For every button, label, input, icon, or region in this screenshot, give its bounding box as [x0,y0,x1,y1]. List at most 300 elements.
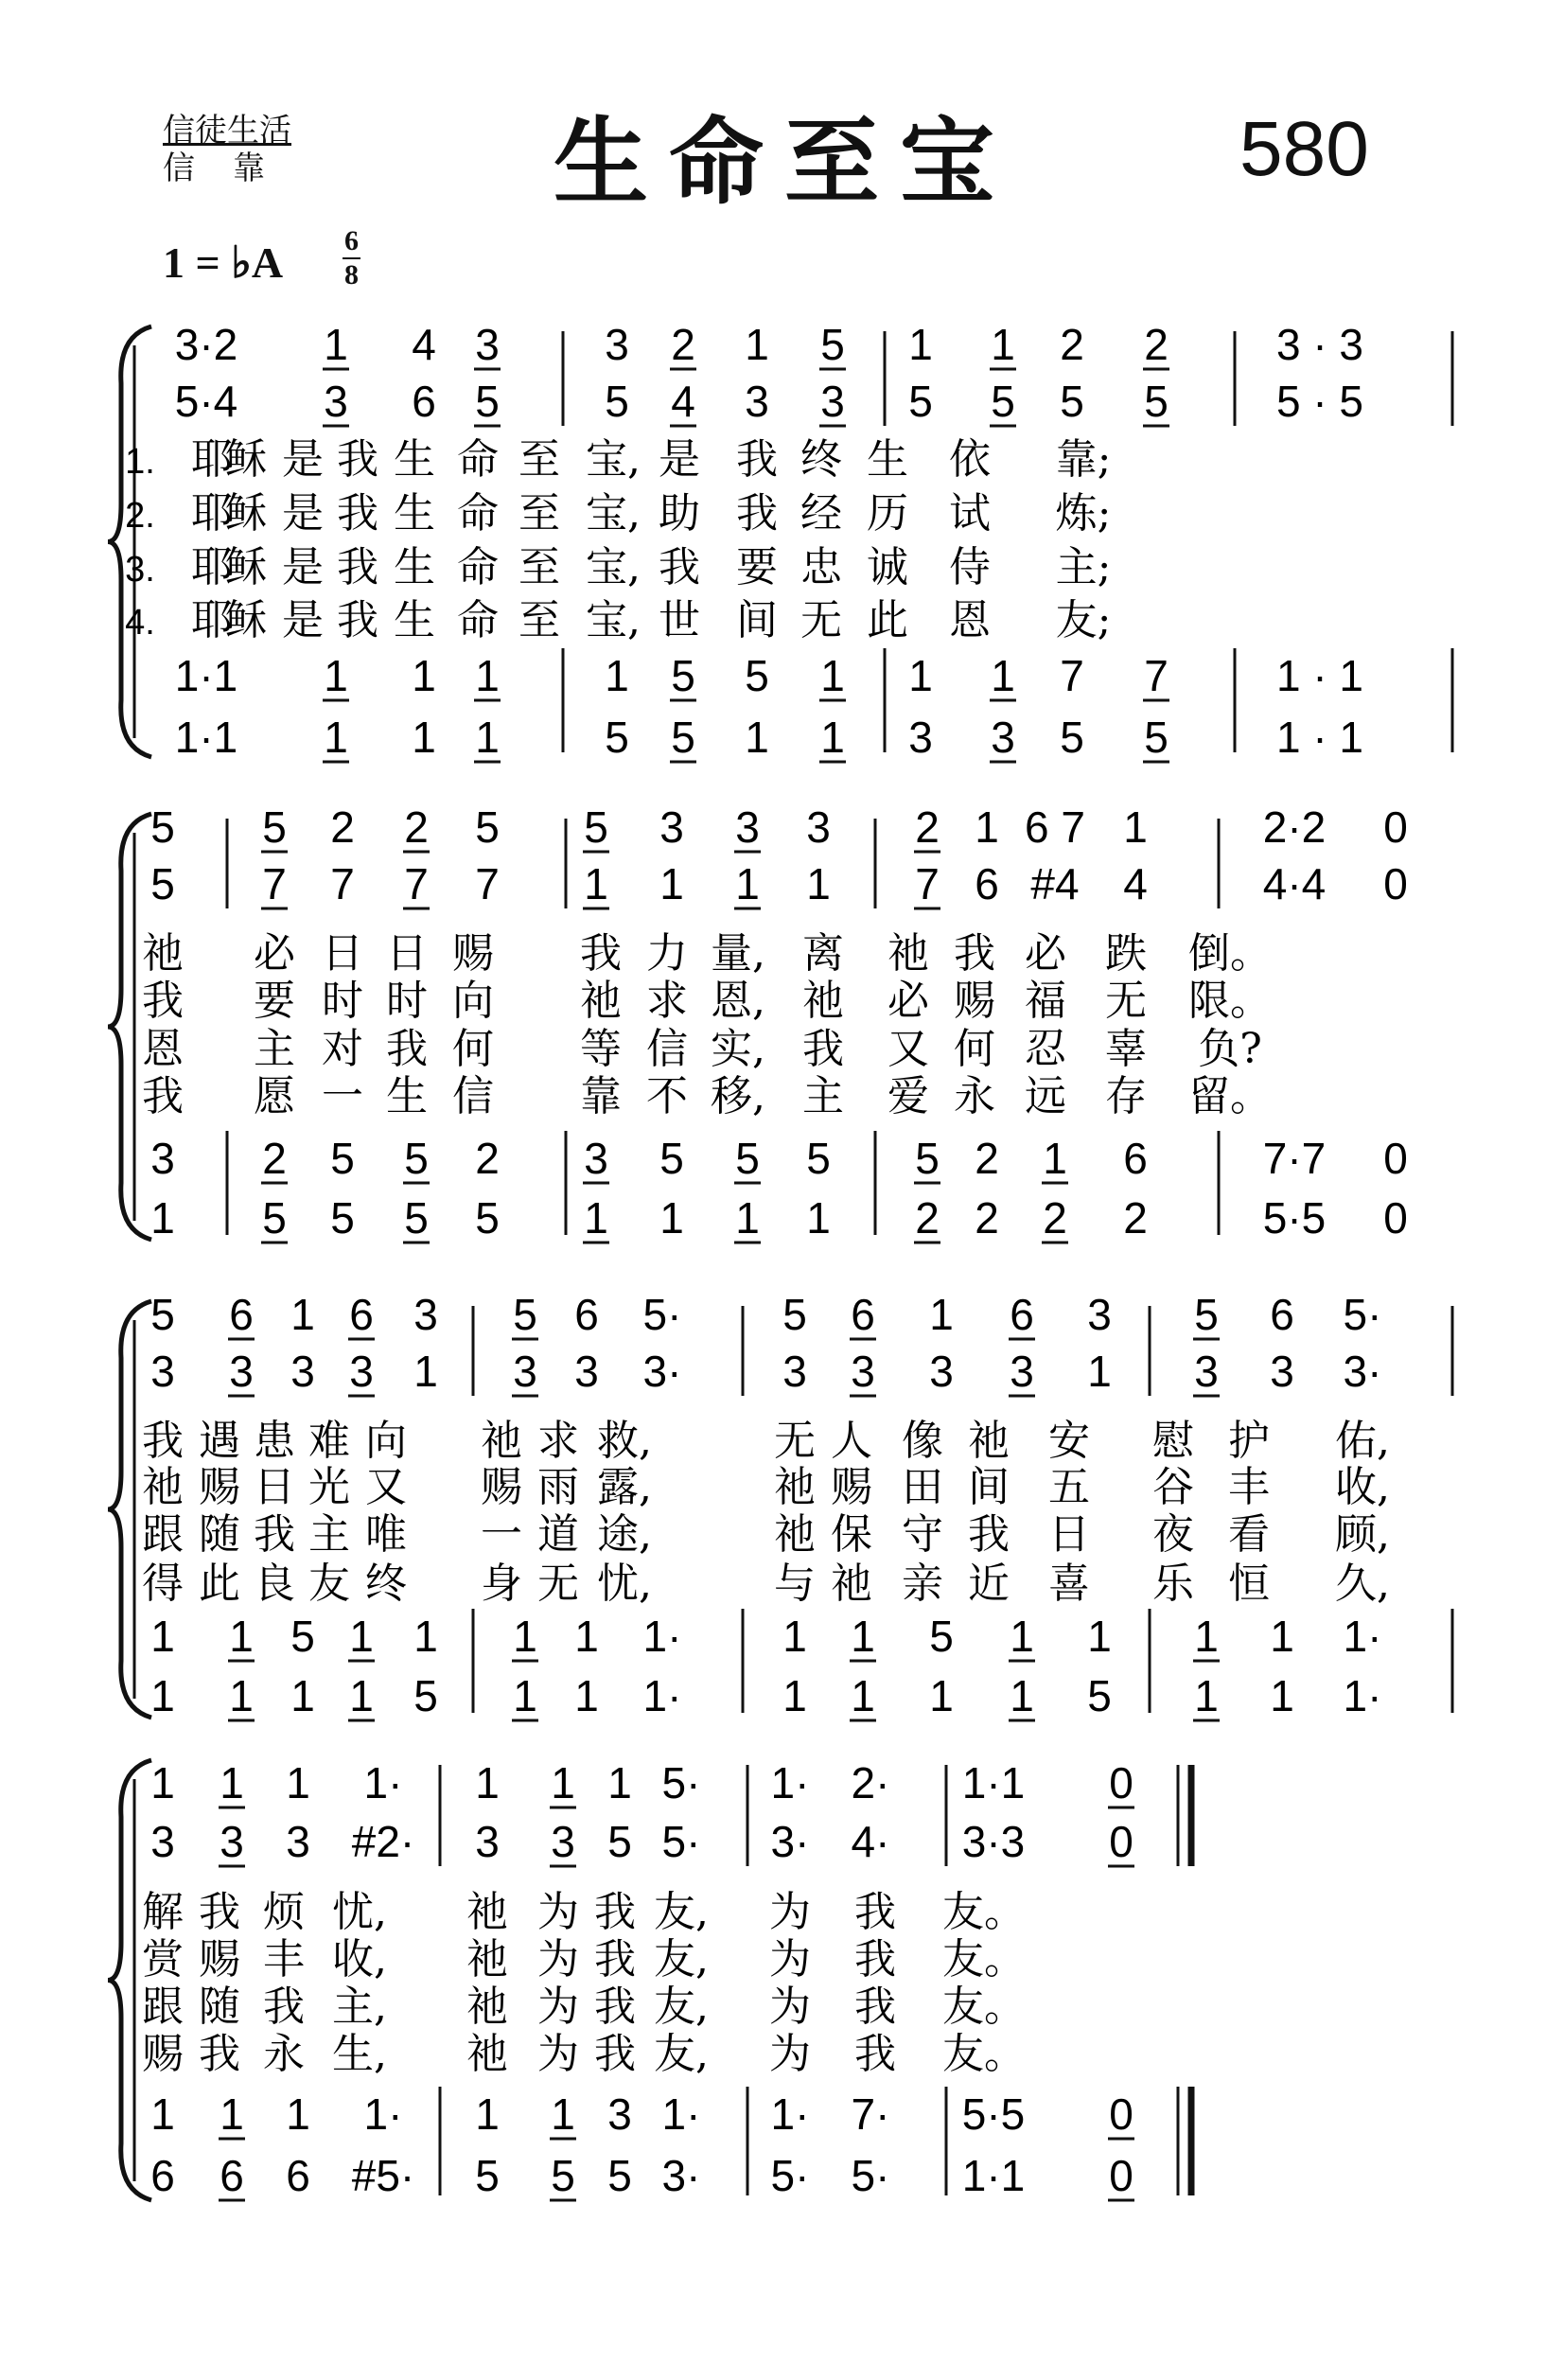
bass-note: 5 [413,1671,438,1720]
lyric-syllable: 必 [1025,929,1066,978]
lyric-syllable: 为 [769,2030,811,2078]
bass-note: 1·1 [174,713,238,762]
lyric-syllable: 主 [308,1510,350,1559]
lyric-syllable: 我 [954,929,995,978]
soprano-note: 1 [551,1758,575,1807]
soprano-note: 1 [991,320,1015,369]
tenor-note: 5 [735,1134,760,1183]
tenor-note: 1 [286,2089,310,2139]
lyric-syllable: 命 [457,489,499,538]
bass-note: 1 [782,1671,807,1720]
lyric-syllable: 难 [308,1417,350,1465]
lyric-syllable: 信 [646,1025,688,1073]
lyric-syllable: 友; [1055,596,1112,644]
tenor-note: 0 [1109,2089,1133,2139]
bass-note: 1 [1270,1671,1294,1720]
alto-note: 1 [413,1347,438,1396]
soprano-note: 6 [851,1290,875,1339]
tenor-note: 1 [220,2089,244,2139]
tenor-note: 0 [1383,1134,1408,1183]
lyric-syllable: 命 [457,435,499,484]
alto-note: 3 [324,377,348,426]
alto-note: 3 [290,1347,315,1396]
soprano-note: 1· [770,1758,810,1807]
lyric-syllable: 爱 [887,1072,929,1120]
lyric-syllable: 我 [854,1935,896,1983]
alto-note: 4·4 [1262,859,1327,908]
alto-note: 5 [150,859,175,908]
bass-note: 5· [851,2151,890,2200]
bass-note: 5 [330,1193,355,1243]
soprano-note: 5 [475,802,500,852]
alto-note: 4· [851,1817,890,1866]
lyric-syllable: 雨 [537,1463,579,1511]
alto-note: 3 [150,1347,175,1396]
bass-note: 1 [150,1193,175,1243]
alto-note: #2· [351,1817,415,1866]
lyric-syllable: 我 [580,929,622,978]
bass-note: 1· [642,1671,682,1720]
score-system [108,1290,1452,1720]
lyric-syllable: 侍 [949,543,991,591]
alto-note: 5 [605,377,629,426]
bass-note: 1 [1194,1671,1219,1720]
tenor-note: 1 [413,1612,438,1661]
tenor-note: 2 [262,1134,287,1183]
soprano-note: 1 [286,1758,310,1807]
tenor-note: 1 [1010,1612,1034,1661]
lyric-syllable: 我 [337,543,378,591]
lyric-syllable: 为 [769,1983,811,2031]
lyric-syllable: 愿 [254,1072,295,1120]
lyric-syllable: 对 [322,1025,363,1073]
soprano-note: 5 [150,802,175,852]
tenor-note: 1 [574,1612,599,1661]
lyric-syllable: 祂 [142,1463,184,1511]
lyric-syllable: 祂 [481,1417,522,1465]
lyric-syllable: 解 [142,1888,184,1936]
lyric-syllable: 祂 [774,1463,816,1511]
tenor-note: 1· [363,2089,403,2139]
soprano-note: 1 [929,1290,954,1339]
lyric-syllable: 信 [452,1072,494,1120]
lyric-syllable: 我 [854,1888,896,1936]
alto-note: 5 [1060,377,1084,426]
lyric-syllable: 无 [800,596,842,644]
lyric-syllable: 我 [854,2030,896,2078]
lyric-syllable: 要 [254,977,295,1025]
lyric-syllable: 我 [142,1417,184,1465]
tenor-note: 1 [513,1612,537,1661]
tenor-note: 3 [584,1134,608,1183]
lyric-syllable: 祂 [887,929,929,978]
alto-note: 7 [262,859,287,908]
alto-note: 3 [820,377,845,426]
lyric-syllable: 近 [968,1560,1010,1608]
lyric-syllable: 友 [308,1560,350,1608]
alto-note: 3 [1270,1347,1294,1396]
soprano-note: 6 [349,1290,374,1339]
lyric-syllable: 永 [954,1072,995,1120]
lyric-syllable: 限。 [1188,977,1272,1025]
lyric-syllable: 友, [654,1983,709,2031]
lyric-syllable: 田 [902,1463,943,1511]
lyric-syllable: 主 [254,1025,295,1073]
soprano-note: 1· [363,1758,403,1807]
tenor-note: 1 [150,1612,175,1661]
soprano-note: 1·1 [961,1758,1026,1807]
lyric-syllable: 亲 [902,1560,943,1608]
lyric-syllable: 随 [199,1983,240,2031]
score-system [108,320,1452,762]
soprano-note: 1 [220,1758,244,1807]
bass-note: 5 [475,1193,500,1243]
time-signature-bottom: 8 [344,259,359,291]
bass-note: 1 [929,1671,954,1720]
lyric-syllable: 至 [518,489,560,538]
tenor-note: 5 [330,1134,355,1183]
alto-note: 3· [1343,1347,1382,1396]
soprano-note: 1 [1123,802,1148,852]
alto-note: 5 [607,1817,632,1866]
lyric-syllable: 祂 [466,1888,508,1936]
alto-note: 3 [150,1817,175,1866]
lyric-syllable: 我 [854,1983,896,2031]
soprano-note: 5 [513,1290,537,1339]
verse-number: 3. [125,550,155,590]
soprano-note: 3 [659,802,684,852]
tenor-note: 5 [915,1134,940,1183]
bass-note: 3· [661,2151,701,2200]
tenor-note: 1 [324,651,348,700]
soprano-note: 5· [661,1758,701,1807]
lyric-syllable: 友, [654,2030,709,2078]
soprano-note: 2 [1060,320,1084,369]
lyric-syllable: 赐 [831,1463,872,1511]
verse-number: 4. [125,603,155,643]
alto-note: 3 [229,1347,254,1396]
lyric-syllable: 友。 [942,1983,1026,2031]
lyric-syllable: 我 [337,489,378,538]
soprano-note: 1 [475,1758,500,1807]
lyric-syllable: 我 [594,1983,636,2031]
lyric-syllable: 日 [254,1463,295,1511]
bass-note: 1 [475,713,500,762]
soprano-note: 6 [229,1290,254,1339]
lyric-syllable: 助 [659,489,700,538]
lyric-syllable: 至 [518,596,560,644]
alto-note: 5 · 5 [1275,377,1364,426]
lyric-syllable: 是 [282,435,324,484]
alto-note: 1 [584,859,608,908]
score-system [108,802,1408,1243]
tenor-note: 5·5 [961,2089,1026,2139]
verse-number: 1. [125,442,155,482]
lyric-syllable: 生 [394,543,435,591]
alto-note: 5 [908,377,933,426]
tenor-note: 1 [475,2089,500,2139]
category-line-1: 信徒生活 [163,112,291,150]
lyric-syllable: 实, [711,1025,765,1073]
lyric-syllable: 慰 [1152,1417,1194,1465]
lyric-syllable: 喜 [1048,1560,1090,1608]
bass-note: 1 [584,1193,608,1243]
tenor-note: 5 [806,1134,831,1183]
tenor-note: 5 [671,651,695,700]
lyric-syllable: 是 [282,543,324,591]
lyric-syllable: 终 [800,435,842,484]
lyric-syllable: 我 [968,1510,1010,1559]
soprano-note: 1 [290,1290,315,1339]
lyric-syllable: 生 [867,435,908,484]
alto-note: 1 [659,859,684,908]
tenor-note: 1 [1194,1612,1219,1661]
tenor-note: 1 [782,1612,807,1661]
tenor-note: 1 [349,1612,374,1661]
alto-note: 3 [782,1347,807,1396]
lyric-syllable: 稣 [225,435,267,484]
tenor-note: 5 [659,1134,684,1183]
lyric-syllable: 永 [263,2030,305,2078]
soprano-note: 0 [1383,802,1408,852]
lyric-syllable: 守 [902,1510,943,1559]
tenor-note: 1· [1343,1612,1382,1661]
tenor-note: 1 [820,651,845,700]
soprano-note: 6 7 [1025,802,1085,852]
lyric-syllable: 像 [902,1417,943,1465]
lyric-syllable: 祂 [968,1417,1010,1465]
lyric-syllable: 收, [332,1935,387,1983]
soprano-note: 5 [1194,1290,1219,1339]
alto-note: 3 [1010,1347,1034,1396]
alto-note: 3 [929,1347,954,1396]
bass-note: 1 · 1 [1275,713,1364,762]
lyric-syllable: 命 [457,596,499,644]
bass-note: 6 [220,2151,244,2200]
soprano-note: 5 [820,320,845,369]
soprano-note: 3 [806,802,831,852]
bass-note: 1·1 [961,2151,1026,2200]
soprano-note: 3 [605,320,629,369]
bass-note: 1 [150,1671,175,1720]
soprano-note: 1 [745,320,769,369]
alto-note: 1 [806,859,831,908]
lyric-syllable: 丰 [1228,1463,1270,1511]
soprano-note: 1 [324,320,348,369]
soprano-note: 1 [908,320,933,369]
alto-note: 7 [475,859,500,908]
hymn-title: 生命至宝 [554,107,1015,218]
alto-note: 5· [661,1817,701,1866]
soprano-note: 5· [1343,1290,1382,1339]
bass-note: 2 [1043,1193,1067,1243]
tenor-note: 1·1 [174,651,238,700]
lyric-syllable: 恩, [711,977,765,1025]
soprano-note: 2 [330,802,355,852]
lyric-syllable: 生 [394,489,435,538]
lyric-syllable: 是 [282,596,324,644]
lyric-syllable: 忧, [332,1888,387,1936]
lyric-syllable: 乐 [1152,1560,1194,1608]
lyric-syllable: 恩 [142,1025,184,1073]
soprano-note: 3 · 3 [1275,320,1364,369]
lyric-syllable: 忍 [1025,1025,1066,1073]
lyric-syllable: 此 [199,1560,240,1608]
lyric-syllable: 我 [142,1072,184,1120]
lyric-syllable: 必 [887,977,929,1025]
soprano-note: 2·2 [1262,802,1327,852]
alto-note: 3 [513,1347,537,1396]
lyric-syllable: 生 [394,596,435,644]
bass-note: 2 [975,1193,999,1243]
lyric-syllable: 唯 [365,1510,407,1559]
tenor-note: 1 [229,1612,254,1661]
tenor-note: 1 [991,651,1015,700]
lyric-syllable: 赐 [481,1463,522,1511]
lyric-syllable: 祂 [831,1560,872,1608]
alto-note: 3 [286,1817,310,1866]
alto-note: 4 [1123,859,1148,908]
lyric-syllable: 量, [711,929,765,978]
soprano-note: 0 [1109,1758,1133,1807]
bass-note: 0 [1109,2151,1133,2200]
key-signature: 1 = ♭A [163,238,284,287]
lyric-syllable: 向 [452,977,494,1025]
lyric-syllable: 我 [802,1025,844,1073]
alto-note: 7 [404,859,429,908]
lyric-syllable: 远 [1025,1072,1066,1120]
lyric-syllable: 我 [386,1025,428,1073]
alto-note: 6 [975,859,999,908]
lyric-syllable: 力 [646,929,688,978]
lyric-syllable: 稣 [225,489,267,538]
lyric-syllable: 主; [1055,543,1112,591]
bass-note: 5 [1144,713,1169,762]
lyric-syllable: 赐 [142,2030,184,2078]
lyric-syllable: 稣 [225,543,267,591]
lyric-syllable: 赐 [452,929,494,978]
lyric-syllable: 耶 [191,596,233,644]
lyric-syllable: 佑, [1335,1417,1390,1465]
tenor-note: 7 [1144,651,1169,700]
alto-note: 3 [220,1817,244,1866]
bass-note: 2 [915,1193,940,1243]
tenor-note: 1 [605,651,629,700]
alto-note: 3· [770,1817,810,1866]
hymn-number: 580 [1239,106,1369,192]
alto-note: #4 [1030,859,1080,908]
bass-note: 1 [513,1671,537,1720]
bass-note: 1 [324,713,348,762]
lyric-syllable: 何 [954,1025,995,1073]
lyric-syllable: 丰 [263,1935,305,1983]
lyric-syllable: 烦 [263,1888,305,1936]
lyric-syllable: 身 [481,1560,522,1608]
bass-note: 5 [475,2151,500,2200]
bass-note: 1 [735,1193,760,1243]
bass-note: 5 [262,1193,287,1243]
bass-note: 5· [770,2151,810,2200]
alto-note: 7 [330,859,355,908]
tenor-note: 1 [1043,1134,1067,1183]
soprano-note: 1 [150,1758,175,1807]
bass-note: 5 [1087,1671,1112,1720]
lyric-syllable: 诚 [867,543,908,591]
time-signature-top: 6 [343,225,360,259]
lyric-syllable: 为 [537,1935,579,1983]
lyric-syllable: 又 [887,1025,929,1073]
tenor-note: 2 [475,1134,500,1183]
alto-note: 5 [991,377,1015,426]
bass-note: 3 [991,713,1015,762]
lyric-syllable: 祂 [774,1510,816,1559]
lyric-syllable: 终 [365,1560,407,1608]
tenor-note: 1 [412,651,436,700]
bass-note: 6 [286,2151,310,2200]
lyric-syllable: 试 [949,489,991,538]
lyric-syllable: 宝, [586,543,641,591]
score-system [108,1758,1191,2200]
lyric-syllable: 我 [594,1888,636,1936]
lyric-syllable: 我 [142,977,184,1025]
bass-note: 1 [820,713,845,762]
bass-note: 5·5 [1262,1193,1327,1243]
lyric-syllable: 此 [867,596,908,644]
lyric-syllable: 宝, [586,596,641,644]
lyric-syllable: 一 [322,1072,363,1120]
tenor-note: 3 [150,1134,175,1183]
lyric-syllable: 我 [736,489,778,538]
lyric-syllable: 倒。 [1188,929,1272,978]
lyric-syllable: 忧, [597,1560,652,1608]
lyric-syllable: 何 [452,1025,494,1073]
lyric-syllable: 赐 [954,977,995,1025]
lyric-syllable: 友。 [942,2030,1026,2078]
lyric-syllable: 救, [597,1417,652,1465]
soprano-note: 1 [607,1758,632,1807]
soprano-note: 2 [1144,320,1169,369]
alto-note: 3 [745,377,769,426]
lyric-syllable: 我 [337,435,378,484]
lyric-syllable: 赐 [199,1463,240,1511]
bass-note: 5 [671,713,695,762]
lyric-syllable: 间 [968,1463,1010,1511]
bass-note: 5 [1060,713,1084,762]
soprano-note: 3 [413,1290,438,1339]
tenor-note: 5 [745,651,769,700]
verse-number: 2. [125,496,155,536]
lyric-syllable: 负? [1198,1025,1262,1073]
lyric-syllable: 夜 [1152,1510,1194,1559]
bass-note: 1 [745,713,769,762]
tenor-note: 7· [851,2089,890,2139]
soprano-note: 1 [975,802,999,852]
alto-note: 3 [551,1817,575,1866]
lyric-syllable: 生 [394,435,435,484]
lyric-syllable: 赏 [142,1935,184,1983]
tenor-note: 1 · 1 [1275,651,1364,700]
alto-note: 3· [642,1347,682,1396]
alto-note: 1 [735,859,760,908]
lyric-syllable: 向 [365,1417,407,1465]
bass-note: 5 [605,713,629,762]
lyric-syllable: 移, [711,1072,765,1120]
bass-note: 3 [908,713,933,762]
lyric-syllable: 忠 [800,543,842,591]
alto-note: 0 [1383,859,1408,908]
lyric-syllable: 途, [597,1510,652,1559]
lyric-syllable: 看 [1228,1510,1270,1559]
